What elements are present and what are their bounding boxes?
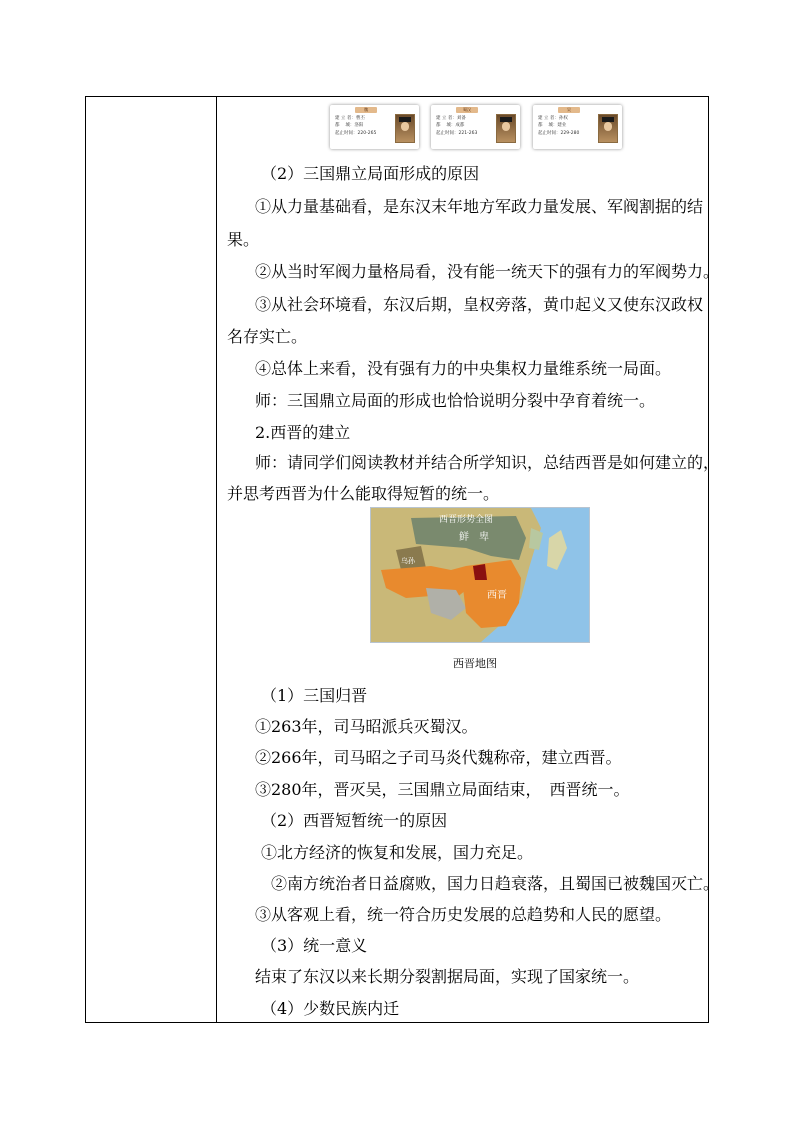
card-wei: [330, 105, 419, 149]
section-heading: （3）统一意义: [261, 936, 368, 955]
card-capital: 都 城：洛阳: [335, 123, 364, 128]
card-title: 魏: [355, 107, 377, 113]
section-heading: （2）西晋短暂统一的原因: [261, 811, 448, 830]
card-title: 蜀汉: [456, 107, 478, 113]
text-line: 师：请同学们阅读教材并结合所学知识，总结西晋是如何建立的，: [255, 453, 720, 472]
map-graphic: [371, 508, 589, 642]
card-founder: 建 立 者：曹丕: [335, 116, 365, 121]
label-xijin: 西晋: [487, 590, 507, 601]
document-table: [85, 96, 720, 1023]
text-line: ③280年，晋灭吴，三国鼎立局面结束， 西晋统一。: [255, 780, 630, 799]
portrait-image: [496, 114, 516, 143]
portrait-image: [598, 114, 618, 143]
card-capital: 都 城：建业: [538, 123, 567, 128]
text-line: ①从力量基础看，是东汉末年地方军政力量发展、军阀割据的结: [255, 197, 704, 216]
text-line: ②266年，司马昭之子司马炎代魏称帝，建立西晋。: [255, 748, 622, 767]
western-jin-map: [370, 507, 590, 643]
text-line: 结束了东汉以来长期分裂割据局面，实现了国家统一。: [255, 967, 640, 986]
card-period: 起止时间：221-263: [436, 131, 478, 136]
section-heading: （4）少数民族内迁: [261, 999, 400, 1018]
text-line: 果。: [227, 230, 260, 249]
text-line: （2）三国鼎立局面形成的原因: [261, 164, 480, 183]
card-founder: 建 立 者：刘备: [436, 116, 466, 121]
section-heading: 2.西晋的建立: [255, 423, 351, 442]
card-wu: [533, 105, 622, 149]
text-line: ①263年，司马昭派兵灭蜀汉。: [255, 717, 478, 736]
card-title: 吴: [558, 107, 580, 113]
card-period: 起止时间：220-265: [335, 131, 377, 136]
content-cell: [217, 97, 720, 1022]
section-heading: （1）三国归晋: [261, 686, 368, 705]
label-wusun: 乌孙: [401, 557, 415, 565]
card-capital: 都 城：成都: [436, 123, 465, 128]
left-column: [86, 97, 217, 1022]
label-xianbei: 鲜 卑: [459, 532, 489, 543]
card-period: 起止时间：229-280: [538, 131, 580, 136]
portrait-image: [395, 114, 415, 143]
text-line: ②从当时军阀力量格局看，没有能一统天下的强有力的军阀势力。: [255, 262, 720, 281]
text-line: ③从社会环境看，东汉后期，皇权旁落，黄巾起义又使东汉政权: [255, 295, 704, 314]
three-kingdoms-cards: [330, 105, 630, 151]
capital-marker: [473, 564, 487, 580]
text-line: 并思考西晋为什么能取得短暂的统一。: [227, 484, 500, 503]
text-line: ①北方经济的恢复和发展，国力充足。: [261, 843, 534, 862]
text-line: ④总体上来看，没有强有力的中央集权力量维系统一局面。: [255, 359, 672, 378]
card-shuhan: [431, 105, 520, 149]
text-line: ③从客观上看，统一符合历史发展的总趋势和人民的愿望。: [255, 905, 672, 924]
text-line: 名存实亡。: [227, 327, 308, 346]
card-founder: 建 立 者：孙权: [538, 116, 568, 121]
text-line: 师：三国鼎立局面的形成也恰恰说明分裂中孕育着统一。: [255, 391, 656, 410]
map-caption: 西晋地图: [453, 657, 497, 670]
text-line: ②南方统治者日益腐败，国力日趋衰落，且蜀国已被魏国灭亡。: [271, 874, 720, 893]
map-title: 西晋形势全图: [439, 515, 494, 525]
